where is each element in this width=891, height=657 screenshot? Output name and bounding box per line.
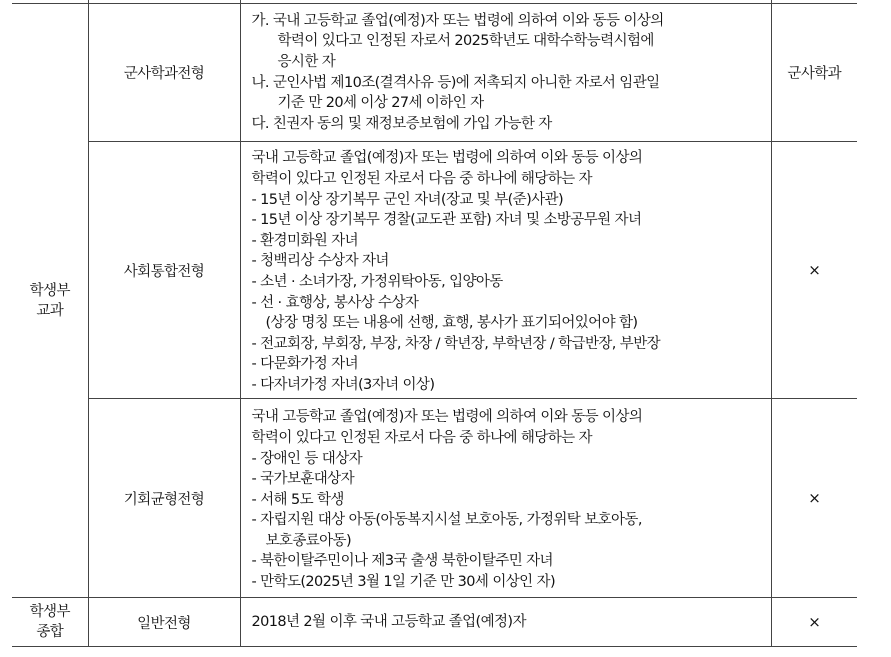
qualification-line: - 다자녀가정 자녀(3자녀 이상) <box>251 376 435 393</box>
qualification-line: 응시한 자 <box>277 53 336 70</box>
qualification-line: 다. 친권자 동의 및 재정보증보험에 가입 가능한 자 <box>251 115 552 132</box>
qualification-cell <box>240 399 771 598</box>
qualification-line: - 서해 5도 학생 <box>251 491 344 508</box>
track-cell: 군사학과전형 <box>88 4 240 142</box>
qualification-line: 2018년 2월 이후 국내 고등학교 졸업(예정)자 <box>251 613 526 630</box>
qualification-line: 기준 만 20세 이상 27세 이하인 자 <box>277 95 484 112</box>
qualification-line: - 15년 이상 장기복무 경찰(교도관 포함) 자녀 및 소방공무원 자녀 <box>251 212 642 229</box>
qualification-line: 학력이 있다고 인정된 자로서 다음 중 하나에 해당하는 자 <box>251 429 592 446</box>
qualification-line: - 청백리상 수상자 자녀 <box>251 253 389 270</box>
qualification-line: 나. 군인사법 제10조(결격사유 등)에 저촉되지 아니한 자로서 임관일 <box>251 74 660 91</box>
department-cell: × <box>771 598 857 647</box>
category-label-line: 학생부 <box>29 604 70 620</box>
qualification-line: 학력이 있다고 인정된 자로서 2025학년도 대학수학능력시험에 <box>277 33 654 50</box>
qualification-line: 보호종료아동) <box>265 532 351 549</box>
track-cell: 일반전형 <box>88 598 240 647</box>
table-row <box>12 399 857 598</box>
qualification-cell <box>240 598 771 647</box>
category-cell-jonghap <box>12 598 88 647</box>
qualification-line: - 소년 · 소녀가장, 가정위탁아동, 입양아동 <box>251 274 503 290</box>
track-cell: 기회균형전형 <box>88 399 240 598</box>
qualification-line: - 만학도(2025년 3월 1일 기준 만 30세 이상인 자) <box>251 574 556 591</box>
qualification-line: - 전교회장, 부회장, 부장, 차장 / 학년장, 부학년장 / 학급반장, 부반장 <box>251 335 661 352</box>
qualification-line: 국내 고등학교 졸업(예정)자 또는 법령에 의하여 이와 동등 이상의 <box>251 150 643 167</box>
table-row <box>12 142 857 399</box>
qualification-cell <box>240 142 771 399</box>
qualification-cell <box>240 4 771 142</box>
admission-qualification-table <box>12 0 857 647</box>
qualification-line: - 선 · 효행상, 봉사상 수상자 <box>251 294 419 311</box>
qualification-line: - 북한이탈주민이나 제3국 출생 북한이탈주민 자녀 <box>251 553 553 570</box>
qualification-line: - 다문화가정 자녀 <box>251 356 358 373</box>
qualification-line: 학력이 있다고 인정된 자로서 다음 중 하나에 해당하는 자 <box>251 171 592 188</box>
qualification-line: - 장애인 등 대상자 <box>251 450 363 467</box>
qualification-line: (상장 명칭 또는 내용에 선행, 효행, 봉사가 표기되어있어야 함) <box>265 315 638 332</box>
qualification-line: - 환경미화원 자녀 <box>251 232 358 249</box>
qualification-line: - 15년 이상 장기복무 군인 자녀(장교 및 부(준)사관) <box>251 191 563 208</box>
department-cell: 군사학과 <box>771 4 857 142</box>
table-row <box>12 4 857 142</box>
track-cell: 사회통합전형 <box>88 142 240 399</box>
category-label-line: 종합 <box>36 624 64 640</box>
table-row <box>12 598 857 647</box>
department-cell: × <box>771 142 857 399</box>
category-cell-gyogwa <box>12 4 88 598</box>
category-label-line: 학생부 <box>29 282 70 299</box>
department-cell: × <box>771 399 857 598</box>
category-label-line: 교과 <box>36 302 64 319</box>
qualification-line: - 자립지원 대상 아동(아동복지시설 보호아동, 가정위탁 보호아동, <box>251 512 642 529</box>
qualification-line: - 국가보훈대상자 <box>251 471 354 488</box>
qualification-line: 국내 고등학교 졸업(예정)자 또는 법령에 의하여 이와 동등 이상의 <box>251 409 643 426</box>
qualification-line: 가. 국내 고등학교 졸업(예정)자 또는 법령에 의하여 이와 동등 이상의 <box>251 12 664 29</box>
